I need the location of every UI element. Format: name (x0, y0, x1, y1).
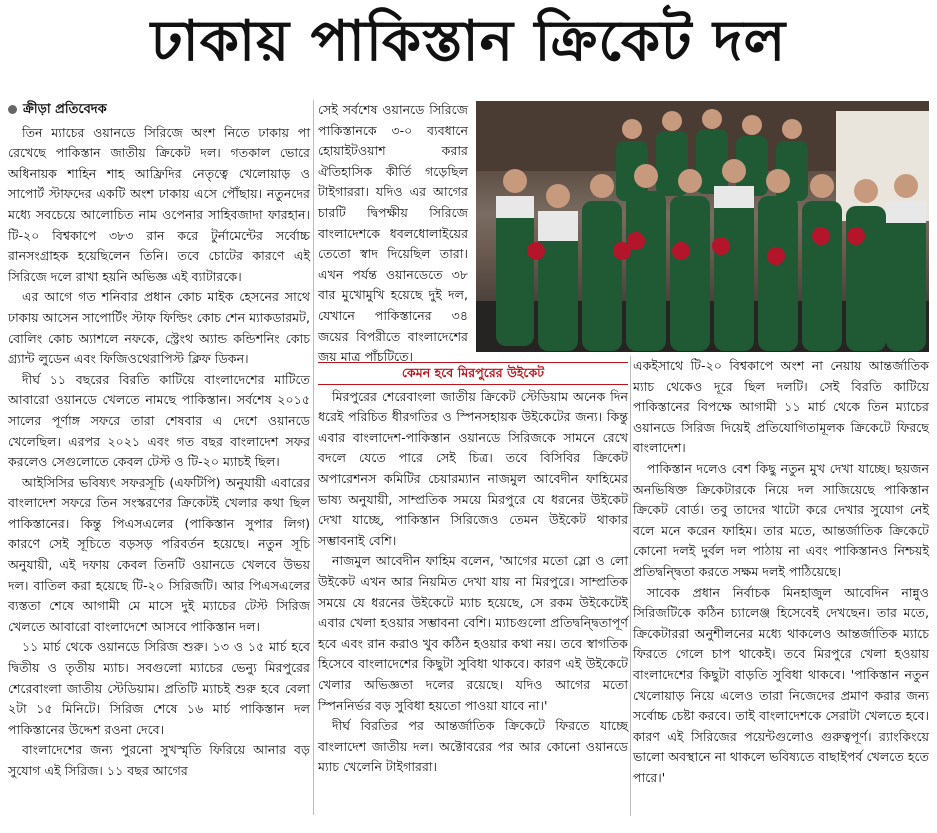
byline-text: ক্রীড়া প্রতিবেদক (23, 102, 107, 117)
paragraph: তিন ম্যাচের ওয়ানডে সিরিজে অংশ নিতে ঢাকায় পা রেখেছে পাকিস্তান জাতীয় ক্রিকেট দল। গতকাল ভোরে অধিনায়ক শাহিন শাহ আফ্রিদির নেতৃত্বে খেলোয়াড় ও সাপোর্ট স্টাফদের একটি অংশ ঢাকায় এসে পৌঁছায়। নতুনদের মধ্যে সবচেয়ে আলোচিত নাম ওপেনার সাহিবজাদা ফারহান। টি-২০ বিশ্বকাপে ৩৮৩ রান করে টুর্নামেন্টের সর্বোচ্চ রানসংগ্রাহক হয়েছিলেন তিনি। তবে চোটের কারণে এই সিরিজে দলে রাখা হয়নি অভিজ্ঞ এই ব্যাটারকে। (8, 124, 310, 284)
byline (8, 100, 310, 121)
paragraph: মিরপুরের শেরেবাংলা জাতীয় ক্রিকেট স্টেডিয়াম অনেক দিন ধরেই পরিচিত ধীরগতির ও স্পিনসহায়ক উইকেটের জন্য। কিন্তু এবার বাংলাদেশ-পাকিস্তান ওয়ানডে সিরিজকে সামনে রেখে বদলে যেতে পারে সেই চিত্র। তবে বিসিবির ক্রিকেট অপারেশনস কমিটির চেয়ারম্যান নাজমুল আবেদীন ফাহিমের ভাষ্য অনুযায়ী, সাম্প্রতিক সময়ে মিরপুরে যে ধরনের উইকেট দেখা যাচ্ছে, পাকিস্তান সিরিজেও তেমন উইকেট থাকার সম্ভাবনাই বেশি। (318, 388, 628, 548)
bullet-icon (8, 105, 17, 114)
paragraph: আইসিসির ভবিষ্যৎ সফরসূচি (এফটিপি) অনুযায়ী এবারের বাংলাদেশ সফরে তিন সংস্করণের ক্রিকেটই খেলার কথা ছিল পাকিস্তানের। কিন্তু পিএসএলের (পাকিস্তান সুপার লিগ) কারণে সেই সূচিতে বড়সড় পরিবর্তন হয়েছে। নতুন সূচি অনুযায়ী, এই দফায় কেবল তিনটি ওয়ানডে খেলবে উভয় দল। বাতিল করা হয়েছে টি-২০ সিরিজটি। আর পিএসএলের ব্যস্ততা শেষে আগামী মে মাসে দুই ম্যাচের টেস্ট সিরিজ খেলতে আবারো বাংলাদেশে আসবে পাকিস্তান দল। (8, 474, 310, 634)
paragraph: পাকিস্তান দলেও বেশ কিছু নতুন মুখ দেখা যাচ্ছে। ছয়জন অনভিষিক্ত ক্রিকেটারকে নিয়ে দল সাজিয়েছে পাকিস্তান ক্রিকেট বোর্ড। তবু তাদের খাটো করে দেখার সুযোগ নেই বলে মনে করেন ফাহিম। তার মতে, আন্তর্জাতিক ক্রিকেটে কোনো দলই দুর্বল দল পাঠায় না এবং পাকিস্তানও নিশ্চয়ই প্রতিদ্বন্দ্বিতা করতে সক্ষম দলই পাঠিয়েছে। (633, 460, 929, 579)
section-subhead: কেমন হবে মিরপুরের উইকেট (318, 362, 628, 385)
article-column-2-lower (318, 356, 628, 816)
headline: ঢাকায় পাকিস্তান ক্রিকেট দল (150, 9, 787, 74)
team-photo (476, 101, 929, 352)
paragraph: নাজমুল আবেদীন ফাহিম বলেন, 'আগের মতো স্লো ও লো উইকেট এখন আর নিয়মিত দেখা যায় না মিরপুরে। সাম্প্রতিক সময়ে যে ধরনের উইকেটে ম্যাচ হয়েছে, সে রকম উইকেটেই এবার খেলা হওয়ার সম্ভাবনা বেশি। ম্যাচগুলো প্রতিদ্বন্দ্বিতাপূর্ণ হবে এবং রান করাও খুব কঠিন হওয়ার কথা নয়। তবে স্বাগতিক হিসেবে বাংলাদেশের কিছুটা সুবিধা থাকবে। কারণ এই উইকেটে খেলার অভিজ্ঞতা দলের রয়েছে। যদিও আগের মতো স্পিননির্ভর বড় সুবিধা হয়তো পাওয়া যাবে না।' (318, 553, 628, 713)
paragraph: একইসাথে টি-২০ বিশ্বকাপে অংশ না নেয়ায় আন্তর্জাতিক ম্যাচ থেকেও দূরে ছিল দলটি। সেই বিরতি কাটিয়ে পাকিস্তানের বিপক্ষে আগামী ১১ মার্চ থেকে তিন ম্যাচের ওয়ানডে সিরিজ দিয়েই প্রতিযোগিতামূলক ক্রিকেটে ফিরছে বাংলাদেশ। (633, 358, 929, 456)
paragraph: দীর্ঘ বিরতির পর আন্তর্জাতিক ক্রিকেটে ফিরতে যাচ্ছে বাংলাদেশ জাতীয় দল। অক্টোবরের পর আর কোনো ওয়ানডে ম্যাচ খেলেনি টাইগাররা। (318, 718, 628, 775)
paragraph: ১১ মার্চ থেকে ওয়ানডে সিরিজ শুরু। ১৩ ও ১৫ মার্চ হবে দ্বিতীয় ও তৃতীয় ম্যাচ। সবগুলো ম্যাচের ভেন্যু মিরপুরের শেরেবাংলা জাতীয় স্টেডিয়াম। প্রতিটি ম্যাচই শুরু হবে বেলা ২টা ১৫ মিনিটে। সিরিজ শেষে ১৬ মার্চ পাকিস্তান দল পাকিস্তানের উদ্দেশ রওনা দেবে। (8, 639, 310, 737)
team-photo-illustration (476, 101, 929, 352)
article-column-2 (318, 100, 468, 365)
column-divider (630, 356, 631, 816)
paragraph: সাবেক প্রধান নির্বাচক মিনহাজুল আবেদিন নান্নুও সিরিজটিকে কঠিন চ্যালেঞ্জ হিসেবেই দেখছেন। তার মতে, ক্রিকেটাররা অনুশীলনের মধ্যে থাকলেও আন্তর্জাতিক ম্যাচে ফিরতে গেলে চাপ থাকেই। তবে মিরপুরে খেলা হওয়ায় বাংলাদেশের কিছুটা বাড়তি সুবিধা থাকবে। 'পাকিস্তান নতুন খেলোয়াড় নিয়ে এলেও তারা নিজেদের প্রমাণ করার জন্য সর্বোচ্চ চেষ্টা করবে। তাই বাংলাদেশকে সেরাটা খেলতে হবে। কারণ এই সিরিজের পয়েন্টগুলোও গুরুত্বপূর্ণ। র‍্যাংকিংয়ে ভালো অবস্থানে না থাকলে ভবিষ্যতে বাছাইপর্ব খেলতে হতে পারে।' (633, 584, 929, 785)
column-divider (313, 100, 314, 815)
article-column-1 (8, 100, 310, 815)
article-column-3 (633, 356, 929, 816)
paragraph: এর আগে গত শনিবার প্রধান কোচ মাইক হেসনের সাথে ঢাকায় আসেন সাপোর্টিং স্টাফ ফিল্ডিং কোচ শেন ম্যাকডারমট, বোলিং কোচ অ্যাশলে নফকে, স্ট্রেংথ অ্যান্ড কন্ডিশনিং কোচ গ্র্যান্ট লুডেন এবং ফিজিওথেরাপিস্ট ক্লিফ ডিকন। (8, 289, 310, 367)
paragraph: দীর্ঘ ১১ বছরের বিরতি কাটিয়ে বাংলাদেশের মাটিতে আবারো ওয়ানডে খেলতে নামছে পাকিস্তান। সর্বশেষ ২০১৫ সালের পূর্ণাঙ্গ সফরে তারা শেষবার এ দেশে ওয়ানডে খেলেছিল। এরপর ২০২১ এবং গত বছর বাংলাদেশ সফর করলেও সেগুলোতে কেবল টেস্ট ও টি-২০ ম্যাচই ছিল। (8, 371, 310, 470)
paragraph: বাংলাদেশের জন্য পুরনো সুখস্মৃতি ফিরিয়ে আনার বড় সুযোগ এই সিরিজ। ১১ বছর আগের (8, 742, 310, 778)
paragraph: সেই সর্বশেষ ওয়ানডে সিরিজে পাকিস্তানকে ৩-০ ব্যবধানে হোয়াইটওয়াশ করার ঐতিহাসিক কীর্তি গড়েছিল টাইগাররা। যদিও এর আগের চারটি দ্বিপক্ষীয় সিরিজে বাংলাদেশকে ধবলধোলাইয়ের তেতো স্বাদ দিয়েছিল তারা। এখন পর্যন্ত ওয়ানডেতে ৩৮ বার মুখোমুখি হয়েছে দুই দল, যেখানে পাকিস্তানের ৩৪ জয়ের বিপরীতে বাংলাদেশের জয় মাত্র পাঁচটিতে। (318, 102, 468, 365)
